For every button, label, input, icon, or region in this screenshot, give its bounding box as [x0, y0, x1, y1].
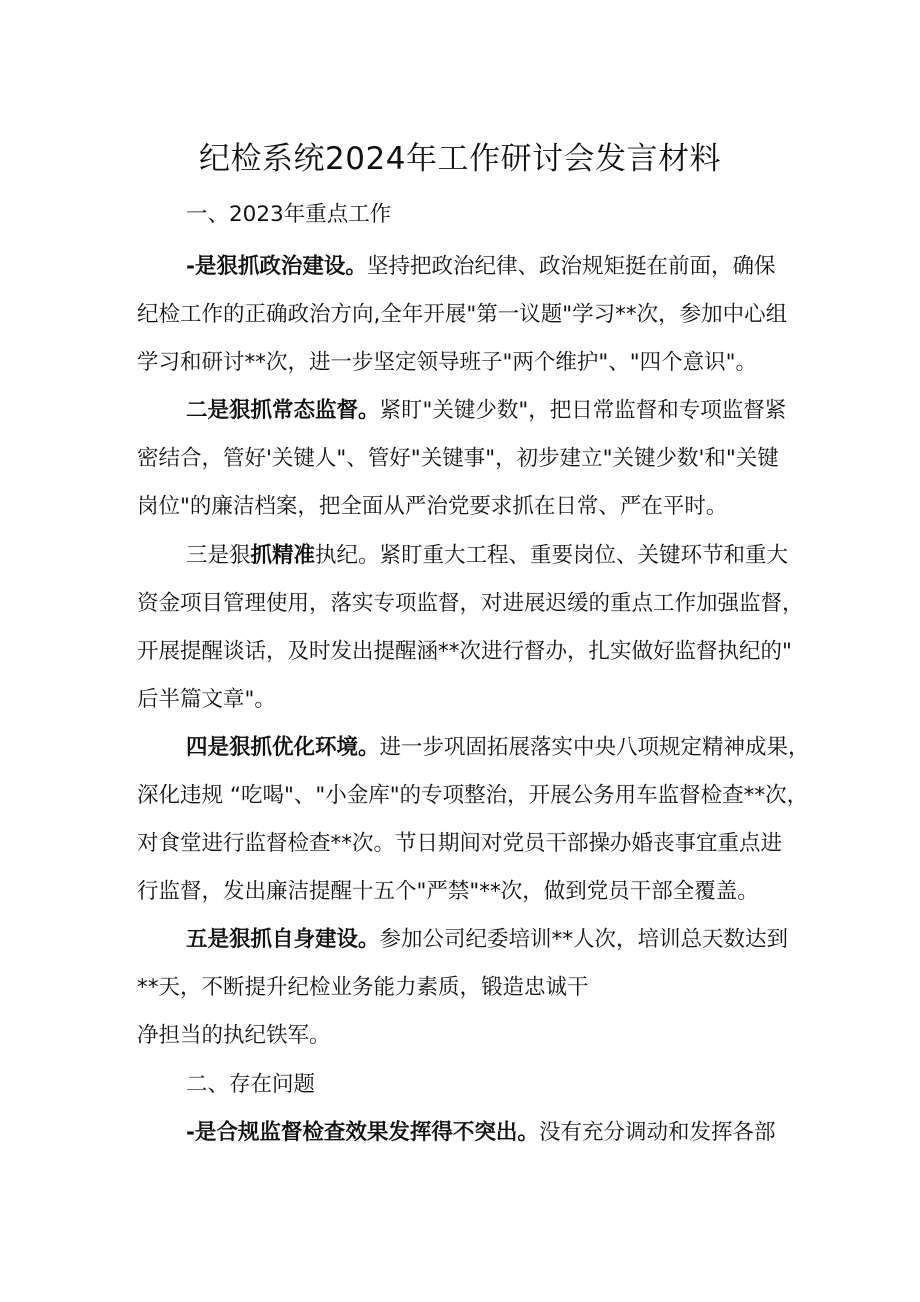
paragraph-line: 对食堂进行监督检查**次。节日期间对党员干部操办婚丧事宜重点进 — [137, 831, 783, 856]
paragraph-line: 行监督，发出廉洁提醒十五个"严禁"**次，做到党员干部全覆盖。 — [137, 879, 759, 904]
paragraph-line — [186, 396, 786, 426]
paragraph-line: 深化违规 “吃喝"、"小金库"的专项整治，开展公务用车监督检查**次， — [137, 783, 809, 808]
paragraph-line: 资金项目管理使用，落实专项监督，对进展迟缓的重点工作加强监督， — [137, 591, 804, 616]
paragraph-line: 纪检工作的正确政治方向,全年开展"第一议题"学习**次，参加中心组 — [137, 302, 788, 327]
paragraph-lead: -是狠抓政治建设。 — [186, 254, 367, 279]
section-heading: 二、存在问题 — [186, 1072, 316, 1097]
paragraph-text: 执纪。紧盯重大工程、重要岗位、关键环节和重大 — [315, 543, 789, 568]
paragraph-line: 密结合，管好'关键人"、管好"关键事"，初步建立"关键少数'和"关键 — [137, 446, 779, 471]
paragraph-text: 进一步巩固拓展落实中央八项规定精神成果， — [379, 735, 810, 760]
paragraph-line — [186, 1118, 775, 1148]
paragraph-lead: 五是狠抓自身建设。 — [186, 927, 380, 952]
paragraph-line — [186, 252, 775, 282]
paragraph-text: 参加公司纪委培训**人次，培训总天数达到 — [379, 927, 789, 952]
document-title: 纪检系统2024年工作研讨会发言材料 — [199, 141, 721, 177]
section-heading: 一、2023年重点工作 — [186, 202, 392, 227]
paragraph-lead-bold: 抓精准 — [250, 543, 316, 568]
paragraph-line — [186, 733, 810, 763]
paragraph-line: 净担当的执纪铁军。 — [137, 1023, 331, 1048]
paragraph-lead-plain: 三是狠 — [186, 543, 251, 568]
paragraph-line — [186, 541, 788, 571]
paragraph-lead: -是合规监督检查效果发挥得不突出。 — [186, 1120, 539, 1145]
paragraph-line — [186, 925, 788, 955]
paragraph-line: **天，不断提升纪检业务能力素质，锻造忠诚干 — [137, 975, 589, 1000]
paragraph-text: 紧盯"关键少数"，把日常监督和专项监督紧 — [379, 398, 787, 423]
paragraph-text: 没有充分调动和发挥各部 — [538, 1120, 776, 1145]
paragraph-line: 岗位"的廉洁档案，把全面从严治党要求抓在日常、严在平时。 — [137, 494, 728, 519]
paragraph-lead: 二是狠抓常态监督。 — [186, 398, 380, 423]
paragraph-lead: 四是狠抓优化环境。 — [186, 735, 380, 760]
paragraph-line: 后半篇文章"。 — [137, 687, 276, 712]
paragraph-line: 开展提醒谈话，及时发出提醒涵**次进行督办，扎实做好监督执纪的" — [137, 639, 792, 664]
paragraph-text: 坚持把政治纪律、政治规矩挺在前面，确保 — [366, 254, 776, 279]
paragraph-line: 学习和研讨**次，进一步坚定领导班子"两个维护"、"四个意识"。 — [137, 350, 758, 375]
